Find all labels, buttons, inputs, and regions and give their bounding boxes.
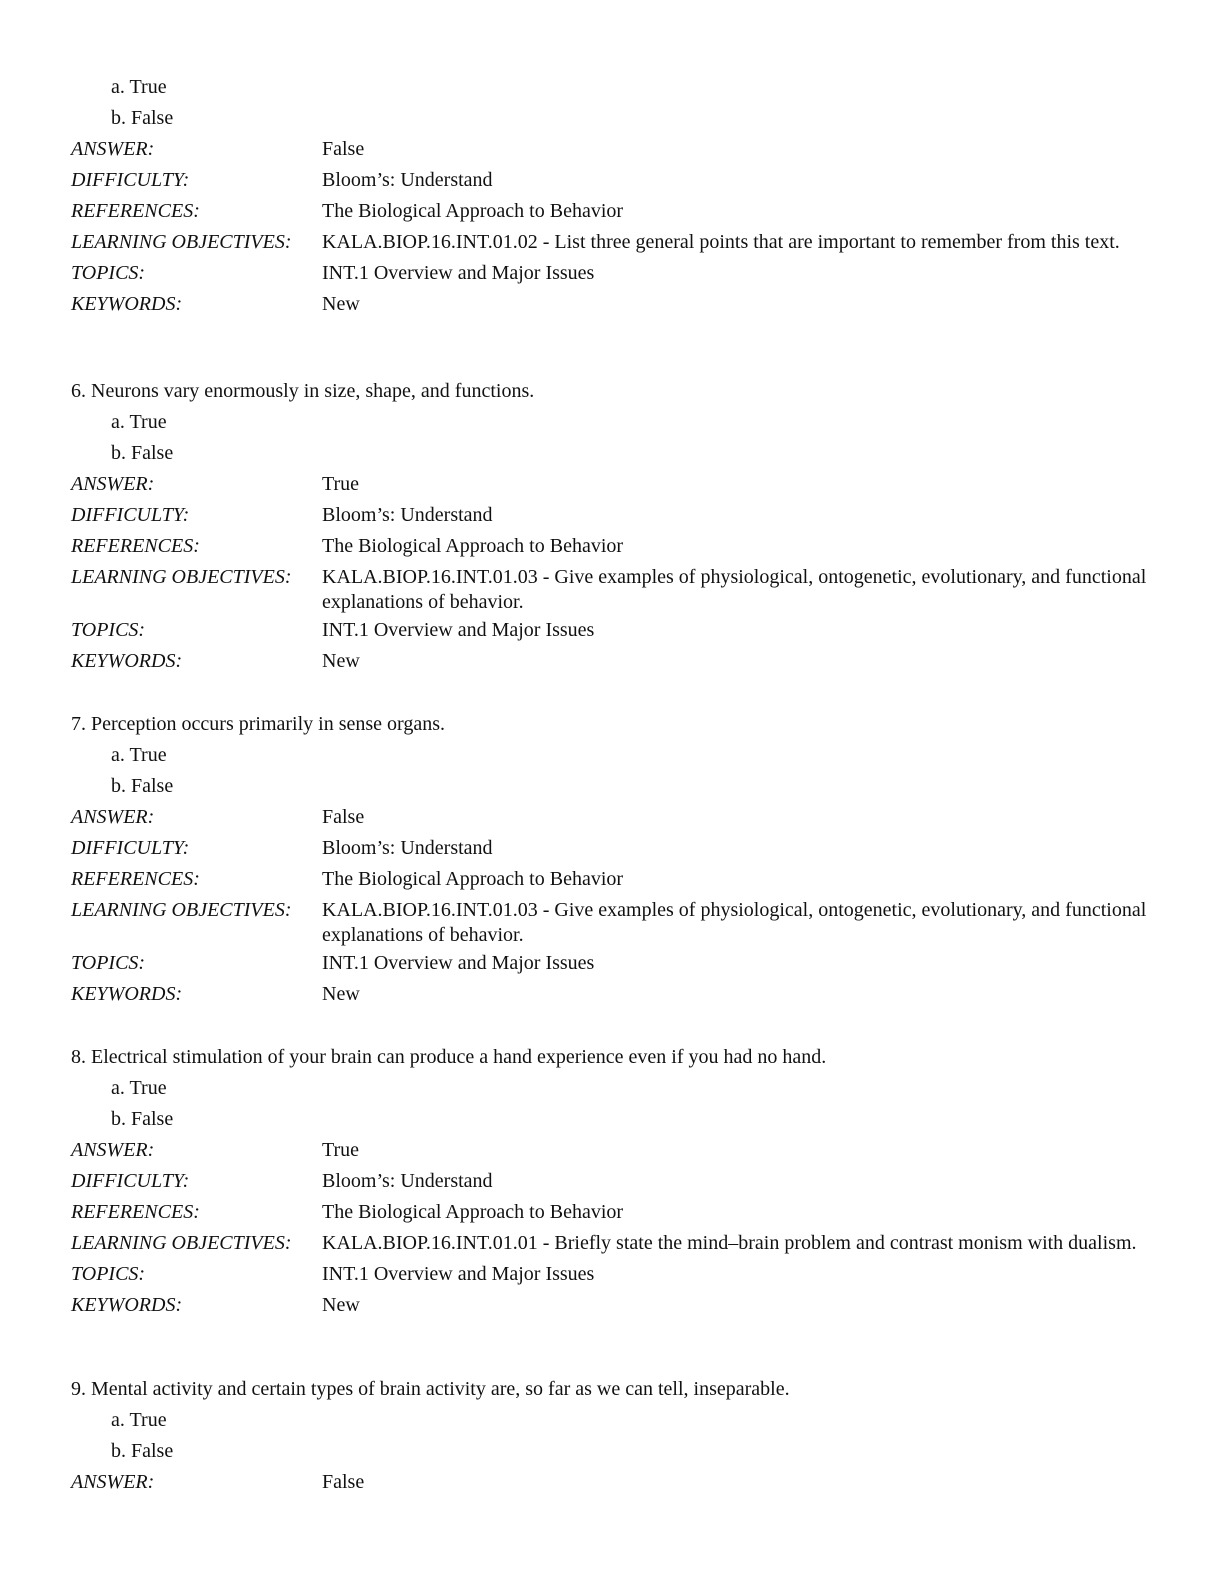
question-9-block: [71, 1374, 1151, 1498]
references-value: The Biological Approach to Behavior: [322, 200, 624, 222]
topics-label: TOPICS:: [71, 952, 146, 974]
topics-value: INT.1 Overview and Major Issues: [322, 619, 595, 641]
question-text: 7. Perception occurs primarily in sense organs.: [71, 713, 445, 735]
keywords-row: [71, 979, 1151, 1010]
learning-objectives-row: [71, 895, 1151, 948]
question-5-block: [71, 72, 1151, 320]
keywords-row: [71, 289, 1151, 320]
topics-row: [71, 615, 1151, 646]
difficulty-value: Bloom’s: Understand: [322, 169, 493, 191]
question-6-block: [71, 376, 1151, 677]
question-text: 6. Neurons vary enormously in size, shape, and functions.: [71, 380, 535, 402]
topics-label: TOPICS:: [71, 262, 146, 284]
difficulty-label: DIFFICULTY:: [71, 504, 190, 526]
learning-objectives-value: KALA.BIOP.16.INT.01.03 - Give examples of physiological, ontogenetic, evolutionary, and functional explanations of behavior.: [322, 899, 1147, 946]
option-b: b. False: [111, 1440, 174, 1462]
answer-label: ANSWER:: [71, 138, 155, 160]
learning-objectives-label: LEARNING OBJECTIVES:: [71, 1232, 292, 1254]
difficulty-row: [71, 1166, 1151, 1197]
answer-value: False: [322, 1471, 365, 1493]
references-label: REFERENCES:: [71, 200, 200, 222]
topics-row: [71, 948, 1151, 979]
references-row: [71, 196, 1151, 227]
references-label: REFERENCES:: [71, 535, 200, 557]
topics-value: INT.1 Overview and Major Issues: [322, 952, 595, 974]
answer-value: True: [322, 473, 360, 495]
topics-value: INT.1 Overview and Major Issues: [322, 262, 595, 284]
learning-objectives-label: LEARNING OBJECTIVES:: [71, 899, 292, 921]
learning-objectives-value: KALA.BIOP.16.INT.01.02 - List three general points that are important to remember from this text.: [322, 231, 1120, 253]
keywords-label: KEYWORDS:: [71, 293, 183, 315]
answer-value: True: [322, 1139, 360, 1161]
topics-row: [71, 1259, 1151, 1290]
answer-row: [71, 802, 1151, 833]
references-value: The Biological Approach to Behavior: [322, 1201, 624, 1223]
references-row: [71, 1197, 1151, 1228]
keywords-label: KEYWORDS:: [71, 1294, 183, 1316]
question-text: 9. Mental activity and certain types of brain activity are, so far as we can tell, inseparable.: [71, 1378, 790, 1400]
answer-value: False: [322, 806, 365, 828]
option-a: a. True: [111, 1409, 167, 1431]
option-a: a. True: [111, 1077, 167, 1099]
difficulty-row: [71, 833, 1151, 864]
answer-row: [71, 134, 1151, 165]
keywords-value: New: [322, 293, 360, 315]
learning-objectives-label: LEARNING OBJECTIVES:: [71, 231, 292, 253]
references-row: [71, 864, 1151, 895]
keywords-row: [71, 1290, 1151, 1321]
difficulty-row: [71, 500, 1151, 531]
answer-label: ANSWER:: [71, 473, 155, 495]
option-b: b. False: [111, 775, 174, 797]
difficulty-value: Bloom’s: Understand: [322, 837, 493, 859]
difficulty-label: DIFFICULTY:: [71, 1170, 190, 1192]
references-value: The Biological Approach to Behavior: [322, 868, 624, 890]
option-a: a. True: [111, 411, 167, 433]
difficulty-value: Bloom’s: Understand: [322, 504, 493, 526]
option-a: a. True: [111, 744, 167, 766]
answer-row: [71, 1467, 1151, 1498]
topics-label: TOPICS:: [71, 619, 146, 641]
difficulty-label: DIFFICULTY:: [71, 169, 190, 191]
answer-label: ANSWER:: [71, 1139, 155, 1161]
answer-row: [71, 1135, 1151, 1166]
question-8-block: [71, 1042, 1151, 1321]
difficulty-value: Bloom’s: Understand: [322, 1170, 493, 1192]
references-row: [71, 531, 1151, 562]
keywords-value: New: [322, 1294, 360, 1316]
question-text: 8. Electrical stimulation of your brain can produce a hand experience even if you had no hand.: [71, 1046, 827, 1068]
references-value: The Biological Approach to Behavior: [322, 535, 624, 557]
answer-value: False: [322, 138, 365, 160]
topics-row: [71, 258, 1151, 289]
option-b: b. False: [111, 442, 174, 464]
option-a: a. True: [111, 76, 167, 98]
learning-objectives-row: [71, 227, 1151, 258]
references-label: REFERENCES:: [71, 868, 200, 890]
learning-objectives-row: [71, 1228, 1151, 1259]
learning-objectives-label: LEARNING OBJECTIVES:: [71, 566, 292, 588]
references-label: REFERENCES:: [71, 1201, 200, 1223]
keywords-row: [71, 646, 1151, 677]
option-b: b. False: [111, 107, 174, 129]
learning-objectives-value: KALA.BIOP.16.INT.01.03 - Give examples of physiological, ontogenetic, evolutionary, and functional explanations of behavior.: [322, 566, 1147, 613]
difficulty-label: DIFFICULTY:: [71, 837, 190, 859]
difficulty-row: [71, 165, 1151, 196]
topics-value: INT.1 Overview and Major Issues: [322, 1263, 595, 1285]
topics-label: TOPICS:: [71, 1263, 146, 1285]
option-b: b. False: [111, 1108, 174, 1130]
learning-objectives-value: KALA.BIOP.16.INT.01.01 - Briefly state the mind–brain problem and contrast monism with dualism.: [322, 1232, 1137, 1254]
answer-row: [71, 469, 1151, 500]
keywords-label: KEYWORDS:: [71, 650, 183, 672]
answer-label: ANSWER:: [71, 1471, 155, 1493]
keywords-value: New: [322, 983, 360, 1005]
answer-label: ANSWER:: [71, 806, 155, 828]
learning-objectives-row: [71, 562, 1151, 615]
keywords-label: KEYWORDS:: [71, 983, 183, 1005]
keywords-value: New: [322, 650, 360, 672]
question-7-block: [71, 709, 1151, 1010]
